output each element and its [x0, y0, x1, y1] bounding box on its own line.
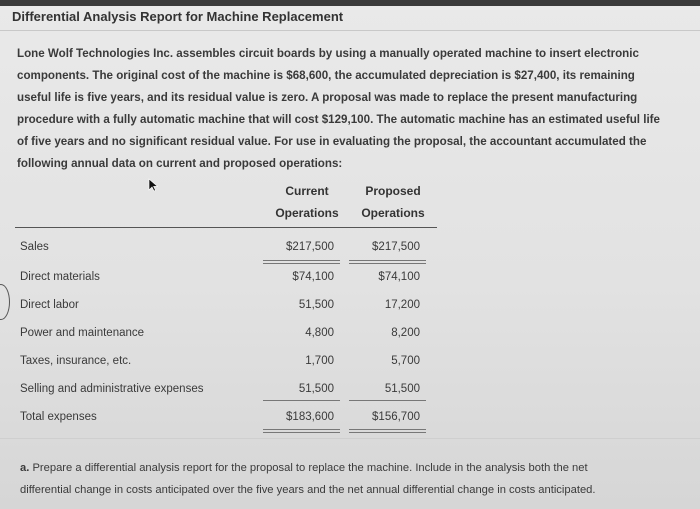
mouse-cursor-icon — [148, 178, 158, 192]
intro-line: Lone Wolf Technologies Inc. assembles circuit boards by using a manually operated machine to insert electronic — [17, 47, 639, 60]
row-label-sales: Sales — [20, 241, 49, 253]
selling-admin-proposed: 51,500 — [384, 383, 420, 395]
direct-materials-current: $74,100 — [292, 271, 334, 283]
direct-materials-proposed: $74,100 — [378, 271, 420, 283]
total-underline-proposed — [349, 429, 426, 430]
page-title: Differential Analysis Report for Machine Replacement — [12, 9, 344, 24]
row-label-total-expenses: Total expenses — [20, 411, 97, 423]
row-label-direct-materials: Direct materials — [20, 271, 100, 283]
row-label-taxes-insurance: Taxes, insurance, etc. — [20, 355, 132, 367]
total-double-underline-current — [263, 432, 340, 433]
row-label-power-maintenance: Power and maintenance — [20, 327, 145, 339]
sales-double-underline-current — [263, 263, 340, 264]
column-header-proposed — [356, 180, 430, 224]
column-header-proposed-line2: Operations — [361, 206, 425, 220]
row-label-direct-labor: Direct labor — [20, 299, 79, 311]
total-expenses-proposed: $156,700 — [372, 411, 420, 423]
sales-current: $217,500 — [286, 241, 334, 253]
direct-labor-proposed: 17,200 — [384, 299, 420, 311]
table-header-rule — [15, 227, 437, 228]
direct-labor-current: 51,500 — [298, 299, 334, 311]
column-header-current — [270, 180, 344, 224]
power-maintenance-proposed: 8,200 — [391, 327, 420, 339]
question-line-2: differential change in costs anticipated over the five years and the net annual differential change in costs anticipated. — [20, 484, 596, 496]
intro-line: useful life is five years, and its residual value is zero. A proposal was made to replace the present manufacturing — [17, 91, 638, 104]
taxes-insurance-proposed: 5,700 — [391, 355, 420, 367]
intro-line: components. The original cost of the machine is $68,600, the accumulated depreciation is $27,400, its remaining — [17, 69, 635, 82]
intro-line: procedure with a fully automatic machine that will cost $129,100. The automatic machine has an estimated useful life — [17, 113, 660, 126]
sales-proposed: $217,500 — [372, 241, 420, 253]
problem-statement — [17, 43, 687, 175]
intro-line: of five years and no significant residual value. For use in evaluating the proposal, the accountant accumulated the — [17, 135, 647, 148]
document-page — [0, 6, 700, 509]
selling-admin-current: 51,500 — [298, 383, 334, 395]
total-expenses-current: $183,600 — [286, 411, 334, 423]
question-line-1 — [20, 457, 690, 479]
section-divider — [0, 438, 700, 439]
title-divider — [0, 30, 700, 31]
question-a — [20, 457, 690, 501]
intro-line: following annual data on current and proposed operations: — [17, 157, 343, 170]
column-header-current-line2: Operations — [275, 206, 339, 220]
sales-underline-proposed — [349, 260, 426, 261]
total-double-underline-proposed — [349, 432, 426, 433]
column-header-current-line1: Current — [285, 184, 329, 198]
left-edge-arc — [0, 284, 10, 320]
column-header-proposed-line1: Proposed — [365, 184, 421, 198]
question-marker: a. — [20, 462, 30, 474]
power-maintenance-current: 4,800 — [305, 327, 334, 339]
selling-admin-underline-current — [263, 400, 340, 401]
total-underline-current — [263, 429, 340, 430]
sales-underline-current — [263, 260, 340, 261]
selling-admin-underline-proposed — [349, 400, 426, 401]
question-text-1: Prepare a differential analysis report for the proposal to replace the machine. Include in the analysis both the net — [32, 462, 588, 474]
sales-double-underline-proposed — [349, 263, 426, 264]
taxes-insurance-current: 1,700 — [305, 355, 334, 367]
row-label-selling-admin: Selling and administrative expenses — [20, 383, 204, 395]
